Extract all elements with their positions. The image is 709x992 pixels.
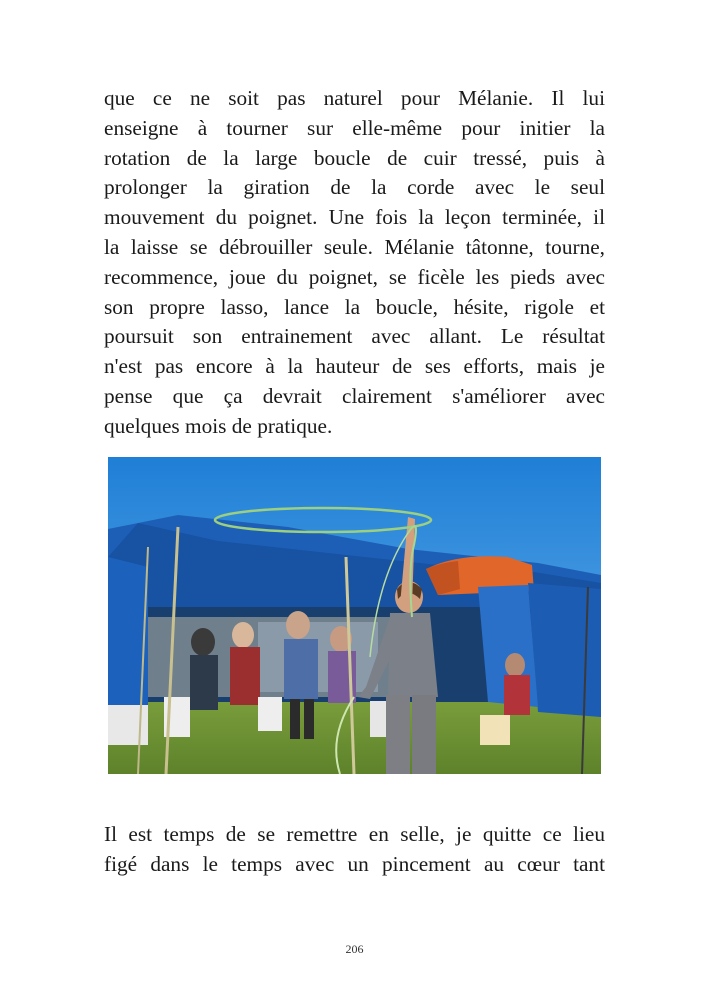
text-line: enseigne à tourner sur elle-même pour initier la	[104, 115, 605, 140]
lasso-photo	[108, 457, 601, 774]
text-line: recommence, joue du poignet, se ficèle les pieds avec	[104, 264, 605, 289]
text-line: rotation de la large boucle de cuir tressé, puis à	[104, 145, 605, 170]
text-line: mouvement du poignet. Une fois la leçon terminée, il	[104, 205, 605, 230]
text-line: Il est temps de se remettre en selle, je quitte ce lieu	[104, 822, 605, 846]
text-line: quelques mois de pratique.	[104, 413, 333, 438]
text-line: que ce ne soit pas naturel pour Mélanie. Il lui	[104, 86, 605, 110]
text-line: prolonger la giration de la corde avec le seul	[104, 175, 605, 200]
text-line: la laisse se débrouiller seule. Mélanie tâtonne, tourne,	[104, 234, 605, 259]
text-line: figé dans le temps avec un pincement au cœur tant	[104, 851, 605, 876]
body-paragraph-top	[104, 84, 605, 442]
text-line: pense que ça devrait clairement s'améliorer avec	[104, 383, 605, 408]
text-line: n'est pas encore à la hauteur de ses efforts, mais je	[104, 354, 605, 379]
text-line: poursuit son entrainement avec allant. Le résultat	[104, 324, 605, 349]
text-line: son propre lasso, lance la boucle, hésite, rigole et	[104, 294, 605, 319]
page-number: 206	[345, 942, 364, 956]
body-paragraph-bottom	[104, 820, 605, 880]
